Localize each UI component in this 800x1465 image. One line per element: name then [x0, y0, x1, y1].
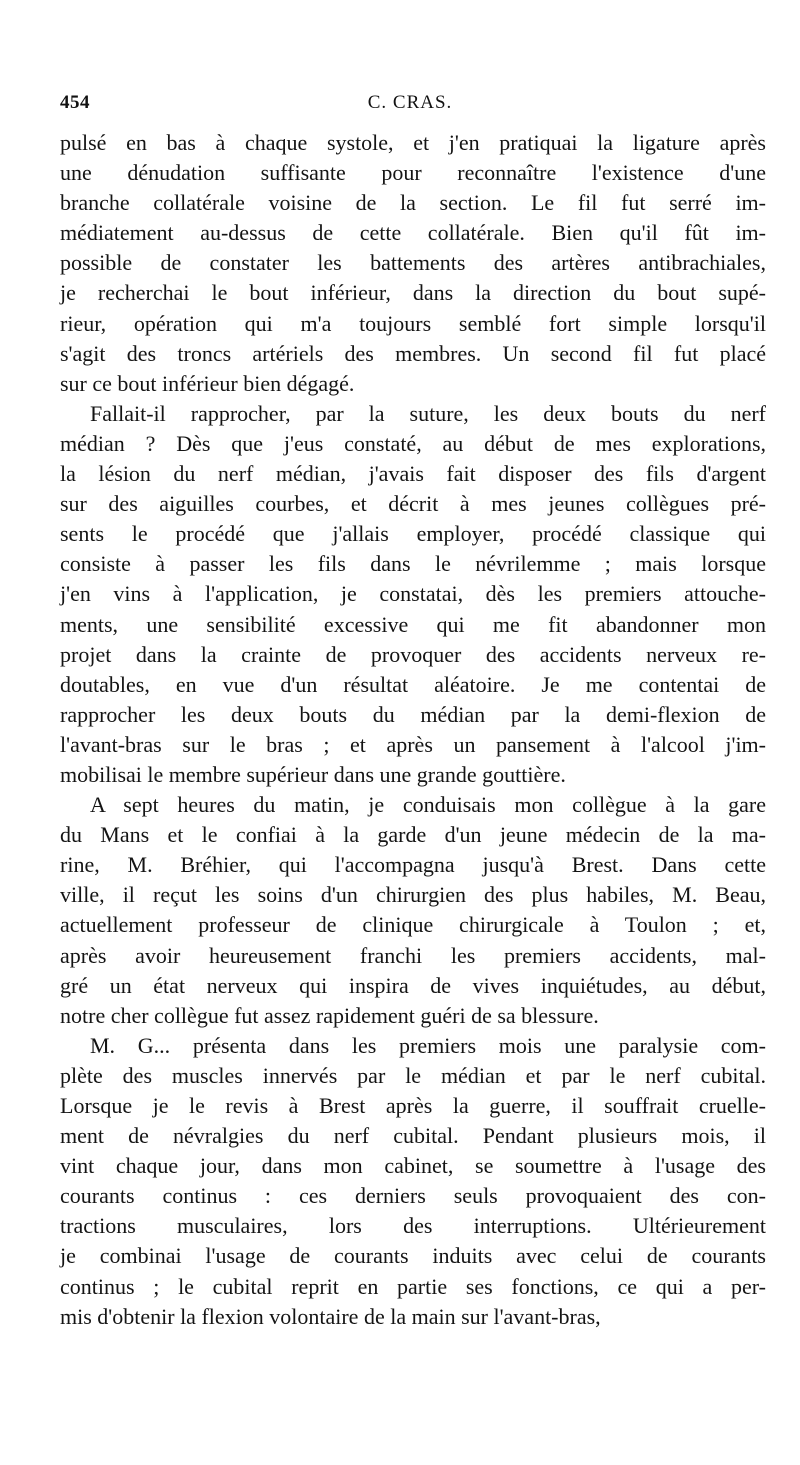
text-line: du Mans et le confiai à la garde d'un jeune médecin de la ma- [60, 822, 766, 848]
text-line: Lorsque je le revis à Brest après la guerre, il souffrait cruelle- [60, 1093, 766, 1118]
paragraph [60, 128, 766, 399]
text-line: rine, M. Bréhier, qui l'accompagna jusqu'à Brest. Dans cette [60, 852, 766, 878]
text-line: Fallait-il rapprocher, par la suture, les deux bouts du nerf [90, 400, 766, 426]
text-line: la lésion du nerf médian, j'avais fait disposer des fils d'argent [60, 461, 766, 487]
running-head: C. CRAS. [367, 92, 453, 113]
text-line: mobilisai le membre supérieur dans une grande gouttière. [60, 761, 566, 787]
text-line: je combinai l'usage de courants induits avec celui de courants [60, 1243, 766, 1269]
text-line: sur des aiguilles courbes, et décrit à mes jeunes collègues pré- [60, 491, 766, 517]
text-line: rapprocher les deux bouts du médian par la demi-flexion de [60, 701, 766, 727]
text-line: doutables, en vue d'un résultat aléatoire. Je me contentai de [60, 671, 766, 697]
page-header [60, 92, 760, 120]
text-line: pulsé en bas à chaque systole, et j'en pratiquai la ligature après [60, 130, 766, 155]
text-line: ment de névralgies du nerf cubital. Pendant plusieurs mois, il [60, 1123, 766, 1149]
text-line: ville, il reçut les soins d'un chirurgien des plus habiles, M. Beau, [60, 882, 766, 908]
paragraph [60, 399, 766, 790]
text-line: rieur, opération qui m'a toujours semblé fort simple lorsqu'il [60, 310, 766, 336]
body-text [60, 128, 766, 1332]
text-line: A sept heures du matin, je conduisais mon collègue à la gare [90, 792, 766, 818]
text-line: j'en vins à l'application, je constatai, dès les premiers attouche- [60, 581, 766, 607]
text-line: après avoir heureusement franchi les premiers accidents, mal- [60, 942, 766, 968]
text-line: continus ; le cubital reprit en partie ses fonctions, ce qui a per- [60, 1273, 766, 1299]
text-line: une dénudation suffisante pour reconnaître l'existence d'une [60, 160, 766, 186]
text-line: notre cher collègue fut assez rapidement guéri de sa blessure. [60, 1002, 599, 1028]
text-line: plète des muscles innervés par le médian et par le nerf cubital. [60, 1062, 766, 1088]
text-line: tractions musculaires, lors des interruptions. Ultérieurement [60, 1213, 766, 1239]
page-number: 454 [60, 92, 90, 113]
paragraph [60, 1031, 766, 1332]
text-line: sents le procédé que j'allais employer, procédé classique qui [60, 521, 766, 547]
text-line: vint chaque jour, dans mon cabinet, se soumettre à l'usage des [60, 1153, 766, 1179]
text-line: projet dans la crainte de provoquer des accidents nerveux re- [60, 641, 766, 667]
text-line: je recherchai le bout inférieur, dans la direction du bout supé- [60, 280, 766, 306]
text-line: médiatement au-dessus de cette collatérale. Bien qu'il fût im- [60, 220, 766, 246]
text-line: l'avant-bras sur le bras ; et après un pansement à l'alcool j'im- [60, 731, 766, 757]
text-line: possible de constater les battements des artères antibrachiales, [60, 250, 766, 276]
text-line: consiste à passer les fils dans le névrilemme ; mais lorsque [60, 551, 766, 577]
text-line: mis d'obtenir la flexion volontaire de la main sur l'avant-bras, [60, 1303, 601, 1329]
text-line: sur ce bout inférieur bien dégagé. [60, 370, 355, 396]
text-line: M. G... présenta dans les premiers mois une paralysie com- [90, 1032, 766, 1058]
text-line: gré un état nerveux qui inspira de vives inquiétudes, au début, [60, 972, 766, 998]
text-line: médian ? Dès que j'eus constaté, au début de mes explorations, [60, 430, 766, 456]
text-line: courants continus : ces derniers seuls provoquaient des con- [60, 1183, 766, 1209]
text-line: s'agit des troncs artériels des membres. Un second fil fut placé [60, 340, 766, 366]
text-line: actuellement professeur de clinique chirurgicale à Toulon ; et, [60, 912, 766, 938]
paragraph [60, 790, 766, 1031]
text-line: branche collatérale voisine de la section. Le fil fut serré im- [60, 190, 766, 216]
text-line: ments, une sensibilité excessive qui me fit abandonner mon [60, 611, 766, 637]
